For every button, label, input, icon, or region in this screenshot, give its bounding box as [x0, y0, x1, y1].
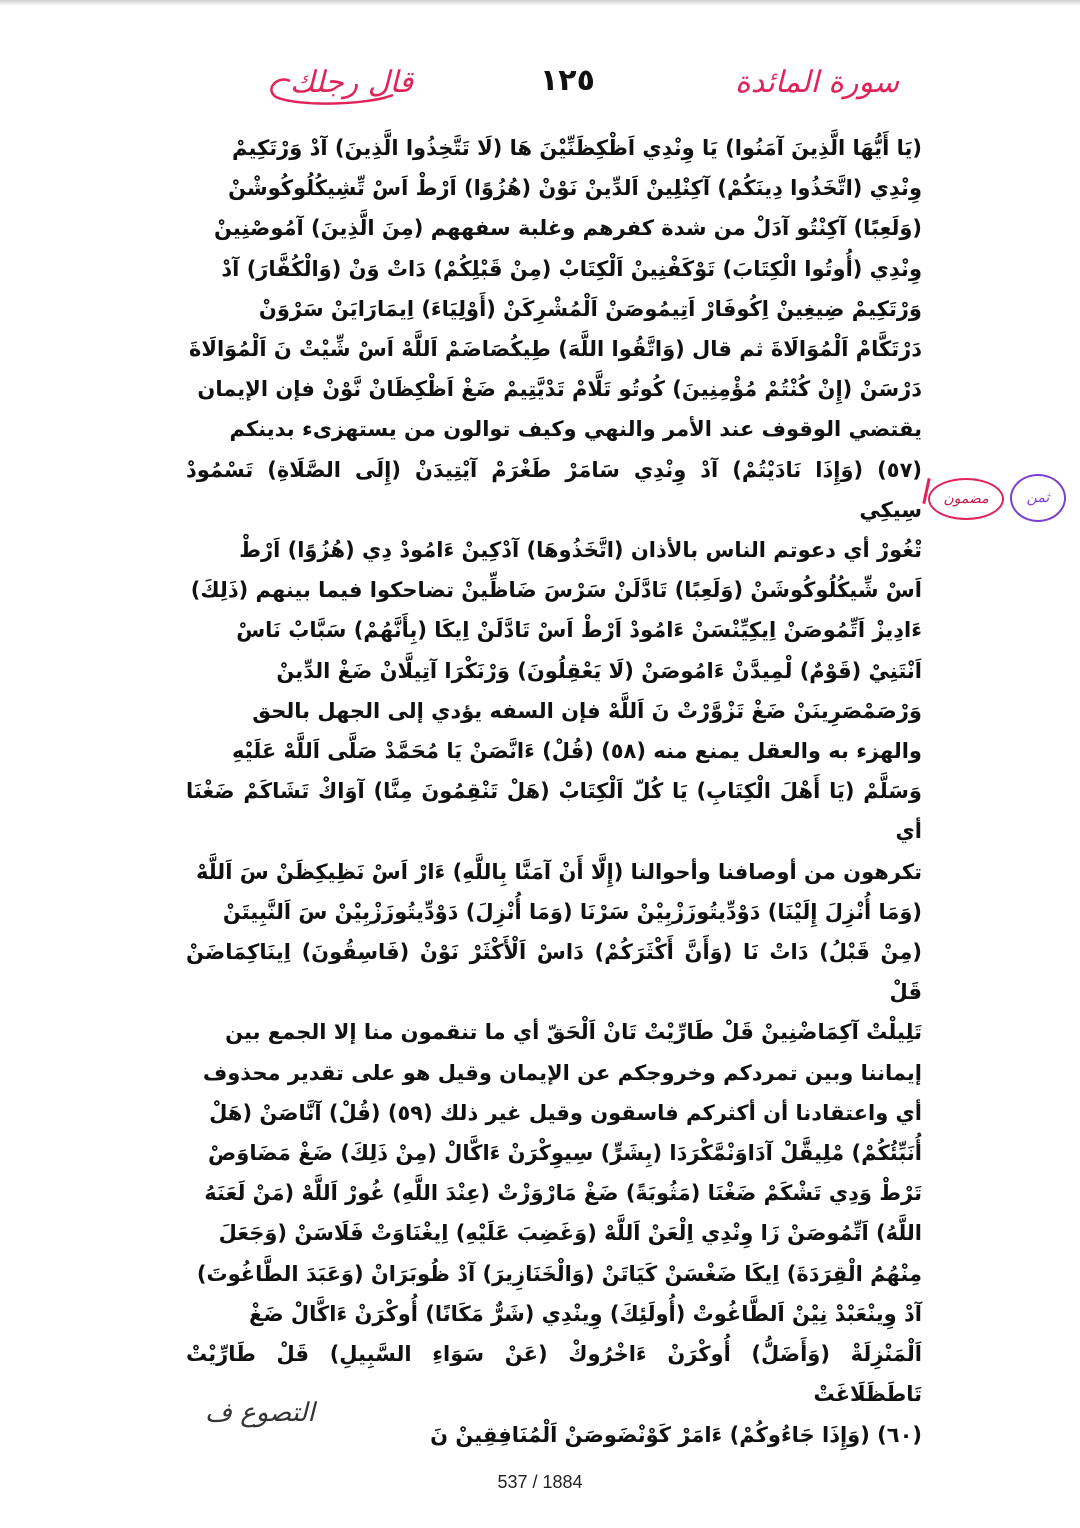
surah-title: سورة المائدة — [735, 65, 900, 100]
text-line: آدْ وِينْعَبْدْ نِيْنْ اَلطَّاغُوتْ (أُولَئِكَ) وِينْدِي (شَرٌّ مَكَانًا) أُوكْرَنْ ءَاكَّالْ ضَغْ — [248, 1301, 922, 1326]
text-line: مِنْهُمُ الْقِرَدَةَ) اِيكَا ضَغْسَنْ كَيَاتَنْ (وَالْخَنَازِيرَ) آدْ ظُوبَرَانْ (وَعَبَدَ الطَّاغُوتَ) — [196, 1261, 922, 1286]
text-line: (وَلَعِبًا) آكِنْتُو آدَلْ من شدة كفرهم وغلبة سفههم (مِنَ الَّذِينَ) آمُوصْنِينْ — [213, 216, 922, 241]
text-line: (مِنْ قَبْلُ) دَاتْ نَا (وَأَنَّ أَكْثَرَكُمْ) دَاسْ اَلْأَكْثَرْ نَوْنْ (فَاسِقُونَ) اِينَاكِمَاضَنْ قَلْ — [186, 940, 922, 1005]
text-line: أي واعتقادنا أن أكثركم فاسقون وقيل غير ذلك (٥٩) (قُلْ) آنَّاصَنْ (هَلْ — [209, 1100, 922, 1125]
text-line: دَرْتَكَّامْ اَلْمُوَالَاةَ ثم قال (وَاتَّقُوا اللَّهَ) طِيكُصَاضَمْ اَللَّهْ اَسْ شِّيْتْ نَ اَلْمُوَالَاةَ — [188, 337, 922, 362]
text-line: ءَادِيزْ اَتِّمُوصَنْ اِيكِيِّنْسَنْ ءَامُودْ اَرْطْ اَسْ تَادَّلَنْ اِيكَا (بِأَنَّهُمْ) سَبَّابْ نَاسْ — [236, 618, 922, 643]
text-line: والهزء به والعقل يمنع منه (٥٨) (قُلْ) ءَانَّصَنْ يَا مُحَمَّدْ صَلَّى اَللَّهْ عَلَيْهِ — [232, 739, 922, 764]
margin-note-blue: ثمن — [1010, 474, 1066, 522]
text-line: وَرْتَكِيمْ ضِيغِينْ اِكُوفَارْ اَتِيمُوصَنْ اَلْمُشْرِكَنْ (أَوْلِيَاءَ) اِيمَارَايَنْ سَرْوَنْ — [258, 296, 922, 321]
text-line: تَرْطْ وَدِي تَشْكَمْ ضَغْنَا (مَثُوبَةً) ضَغْ مَارْوَزْتْ (عِنْدَ اللَّهِ) غُورْ اَللَّهْ (مَنْ لَعَنَهُ — [204, 1181, 922, 1206]
text-line: وِنْدِي (اتَّخَذُوا دِينَكُمْ) آكِنْلِينْ اَلدِّينْ نَوْنْ (هُزُوًا) اَرْطْ اَسْ تِّشِيكُلُوكُوشْنْ — [228, 176, 922, 201]
page-header — [0, 55, 1080, 115]
text-line: اللَّهُ) اَتِّمُوصَنْ زَا وِنْدِي اِلْعَنْ اَللَّهْ (وَغَضِبَ عَلَيْهِ) اِيغْنَاوَتْ فَلَاسَنْ (وَجَعَلَ — [218, 1221, 922, 1246]
text-line: (٦٠) (وَإِذَا جَاءُوكُمْ) ءَامَرْ كَوْنْضَوصَنْ اَلْمُنَافِقِينْ نَ — [430, 1422, 922, 1447]
handwritten-note-left: قال رجلك — [290, 65, 414, 100]
text-line: وَرْصَمْصَرِينَنْ ضَغْ تَزْوَّرْتْ نَ اَللَّهْ فإن السفه يؤدي إلى الجهل بالحق — [252, 698, 922, 723]
page-counter: 537 / 1884 — [497, 1472, 583, 1492]
text-line: تَلِيلْتْ آكِمَاضْنِينْ قَلْ طَارِّيْتْ تَانْ اَلْحَقّ أي ما تنقمون منا إلا الجمع بين — [225, 1020, 922, 1045]
text-line: تكرهون من أوصافنا وأحوالنا (إِلَّا أَنْ آمَنَّا بِاللَّهِ) ءَارْ اَسْ نَظِيكِظَنْ سَ اَللَّهْ — [196, 859, 922, 884]
text-line: اَنْتَنِيْ (قَوْمٌ) لْمِيدَّنْ ءَامُوصَنْ (لَا يَعْقِلُونَ) وَرْنَكْرَا آتِيلَّانْ ضَغْ الدِّينْ — [276, 658, 922, 683]
text-line: (يَا أَيُّهَا الَّذِينَ آمَنُوا) يَا وِنْدِي اَظْكِظَنِّيْنَ هَا (لَا تَتَّخِذُوا الَّذِينَ) آدْ وَرْتَكِيمْ — [232, 136, 922, 160]
text-line: اَلْمَنْزِلَةْ (وَأَضَلُّ) أُوكْرَنْ ءَاخْرُوكْ (عَنْ سَوَاءِ السَّبِيلِ) قَلْ طَارِّيْتْ تَاطَظَلَاغَتْ — [186, 1342, 922, 1407]
text-line: (٥٧) (وَإِذَا نَادَيْتُمْ) آدْ وِنْدِي سَامَرْ طَغْرَمْ آيْتِيدَنْ (إِلَى الصَّلَاةِ) تَسْمُودْ سِيكِي — [186, 457, 922, 522]
text-line: (وَمَا أُنْزِلَ إِلَيْنَا) دَوْدِّيتُوزَزْبِيْنْ سَرْنَا (وَمَا أُنْزِلَ) دَوْدِّيتُوزَزْبِيْنْ سَ اَلنَّبِيتَنْ — [222, 899, 922, 924]
scan-edge — [0, 0, 1080, 6]
tafsir-text — [186, 128, 922, 1455]
text-line: أُنَبِّئُكُمْ) مْلِيقَّلْ آدَاوَنْمَّكْرَدَا (بِشَرٍّ) سِيوِكْرَنْ ءَاكَّالْ (مِنْ ذَلِكَ) ضَغْ مَضَاوَصْ — [208, 1141, 922, 1166]
text-line: دَرْسَنْ (إِنْ كُنْتُمْ مُؤْمِنِينَ) كُوتُو تَلَّامْ تَدْيَّتِيمْ ضَغْ اَظْكِظَانْ نَّوْنْ فإن الإيمان — [197, 377, 922, 402]
text-line: وِنْدِي (أُوتُوا الْكِتَابَ) تَوْكَفْنِينْ اَلْكِتَابْ (مِنْ قَبْلِكُمْ) دَاتْ وَنْ (وَالْكُفَّارَ) آدْ — [221, 256, 922, 281]
text-line: وَسَلَّمْ (يَا أَهْلَ الْكِتَابِ) يَا كُلّ اَلْكِتَابْ (هَلْ تَنْقِمُونَ مِنَّا) آوَاكْ تَشَاكَمْ ضَغْنَا أي — [186, 779, 922, 844]
text-line: يقتضي الوقوف عند الأمر والنهي وكيف توالون من يستهزىء بدينكم — [229, 417, 922, 442]
text-line: اَسْ شِّيكُلُوكُوشَنْ (وَلَعِبًا) تَادَّلَنْ سَرْسَ ضَاظِّينْ تضاحكوا فيما بينهم (ذَلِكَ) — [190, 578, 922, 603]
handwritten-signature: التصوع ف — [205, 1398, 315, 1428]
margin-notes — [922, 472, 1072, 522]
text-line: إيماننا وبين تمردكم وخروجكم عن الإيمان وقيل هو على تقدير محذوف — [202, 1060, 922, 1085]
margin-note-red: مضمون — [928, 478, 1004, 520]
text-line: تْغُورْ أي دعوتم الناس بالأذان (اتَّخَذُوهَا) آدْكِينْ ءَامُودْ دِي (هُزُوًا) اَرْطْ — [239, 538, 922, 563]
page-number-arabic: ١٢٥ — [540, 63, 595, 98]
